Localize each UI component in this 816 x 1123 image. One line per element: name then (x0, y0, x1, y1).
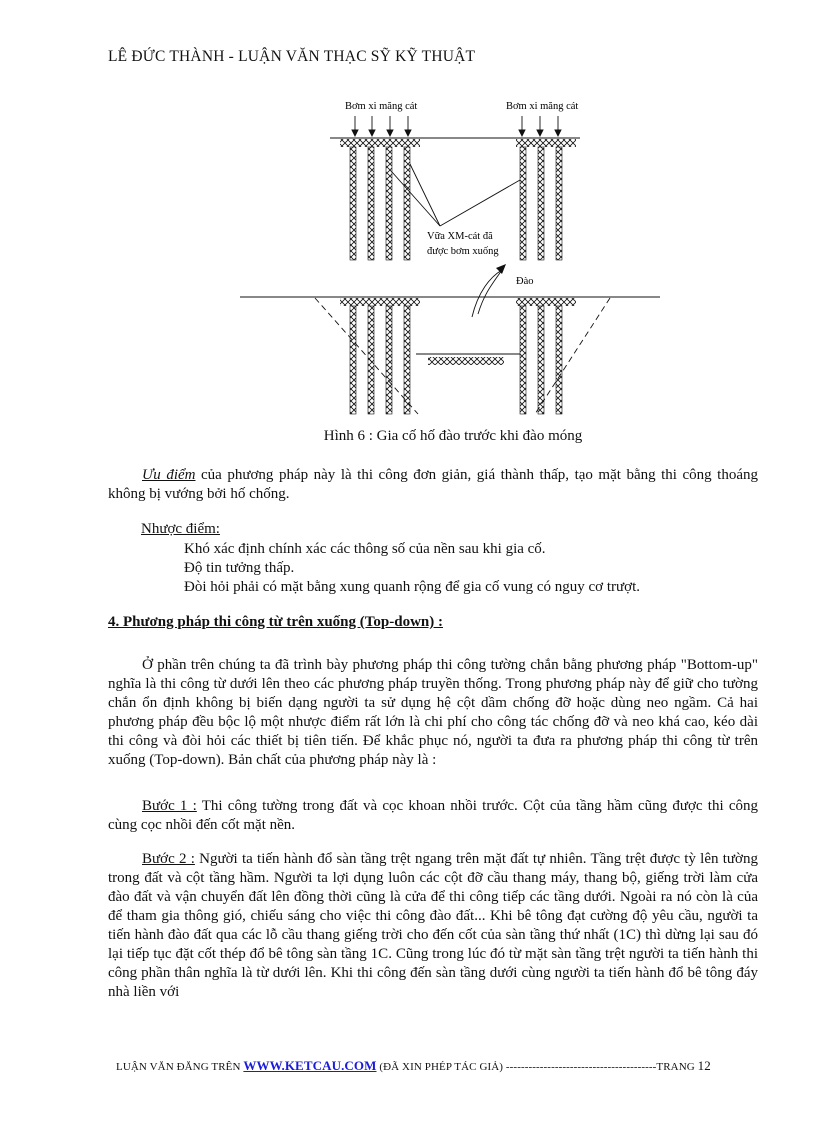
footer-prefix: LUẬN VĂN ĐĂNG TRÊN (116, 1061, 244, 1073)
disadvantage-item: Đòi hỏi phải có mặt bằng xung quanh rộng để gia cố vung có nguy cơ trượt. (184, 579, 640, 595)
grout-columns-upper (350, 147, 562, 260)
figure-caption: Hình 6 : Gia cố hố đào trước khi đào móng (323, 428, 583, 444)
pump-arrows (352, 116, 561, 136)
dig-label: Đào (516, 276, 534, 287)
excavation-reinforcement-diagram (240, 92, 670, 422)
section-heading: 4. Phương pháp thi công từ trên xuống (Top-down) : (108, 614, 443, 630)
label-right: Bơm xi măng cát (506, 101, 579, 112)
advantage-label: Ưu điểm (142, 467, 196, 483)
disadvantage-item: Độ tin tưởng thấp. (184, 560, 295, 576)
footer-suffix: (ĐÃ XIN PHÉP TÁC GIẢ) ----------------------------------------TRANG (376, 1061, 698, 1073)
step2-text: Người ta tiến hành đổ sàn tầng trệt ngang trên mặt đất tự nhiên. Tầng trệt được tỳ lên tường trong đất và cột tầng hầm. Người ta lợi dụng luôn các cột đỡ cầu thang máy, thang bộ, giếng trời làm cửa đào đất và vận chuyển đất lên đồng thời cũng là cửa để thi công tiếp các tầng dưới. Ngoài ra nó còn là của để tham gia thông gió, chiếu sáng cho việc thi công đào đất... Khi bê tông đạt cường độ yêu cầu, người ta tiến hành đào đất qua các lỗ cầu thang giếng trời cho đến cốt của sàn tầng thứ nhất (1C) thì dừng lại sau đó lại tiếp tục đặt cốt thép đổ bê tông sàn tầng 1C. Cũng trong lúc đó từ mặt sàn tầng trệt người ta tiến hành thi công phần thân nghĩa là từ dưới lên. Khi thi công đến sàn tầng dưới cùng người ta tiến hành đổ bê tông đáy nhà liền với (108, 851, 758, 1000)
step1-paragraph (108, 797, 758, 835)
step2-paragraph (108, 850, 758, 1002)
page-footer (116, 1058, 711, 1074)
advantage-paragraph (108, 466, 758, 504)
footer-link[interactable]: WWW.KETCAU.COM (243, 1058, 377, 1073)
step1-label: Bước 1 : (142, 798, 197, 814)
step2-label: Bước 2 : (142, 851, 195, 867)
annotation-line2: được bơm xuống (427, 246, 499, 257)
page-header: LÊ ĐỨC THÀNH - LUẬN VĂN THẠC SỸ KỸ THUẬT (108, 48, 476, 65)
intro-paragraph: Ở phần trên chúng ta đã trình bày phương pháp thi công tường chắn bằng phương pháp "Bottom-up" nghĩa là thi công từ dưới lên theo các phương pháp truyền thống. Trong phương pháp này để giữ cho tường chắn ổn định không bị biến dạng người ta sử dụng hệ cột dầm chống đỡ hoặc dùng neo ngầm. Cả hai phương pháp đều bộc lộ một nhược điểm rất lớn là chi phí cho công tác chống đỡ và neo khá cao, kéo dài thi công và đòi hỏi các thiết bị tiên tiến. Để khắc phục nó, người ta đưa ra phương pháp thi công từ trên xuống (Top-down). Bản chất của phương pháp này là : (108, 657, 758, 768)
label-left: Bơm xi măng cát (345, 101, 418, 112)
advantage-text: của phương pháp này là thi công đơn giản, giá thành thấp, tạo mặt bằng thi công thoáng không bị vướng bởi hố chống. (108, 467, 758, 502)
page-number: 12 (697, 1058, 711, 1073)
disadvantage-label: Nhược điểm: (141, 521, 220, 537)
step1-text: Thi công tường trong đất và cọc khoan nhồi trước. Cột của tầng hầm cũng được thi công cùng cọc nhồi đến cốt mặt nền. (108, 798, 758, 833)
annotation-line1: Vữa XM-cát đã (427, 231, 493, 242)
disadvantage-item: Khó xác định chính xác các thông số của nền sau khi gia cố. (184, 541, 546, 557)
